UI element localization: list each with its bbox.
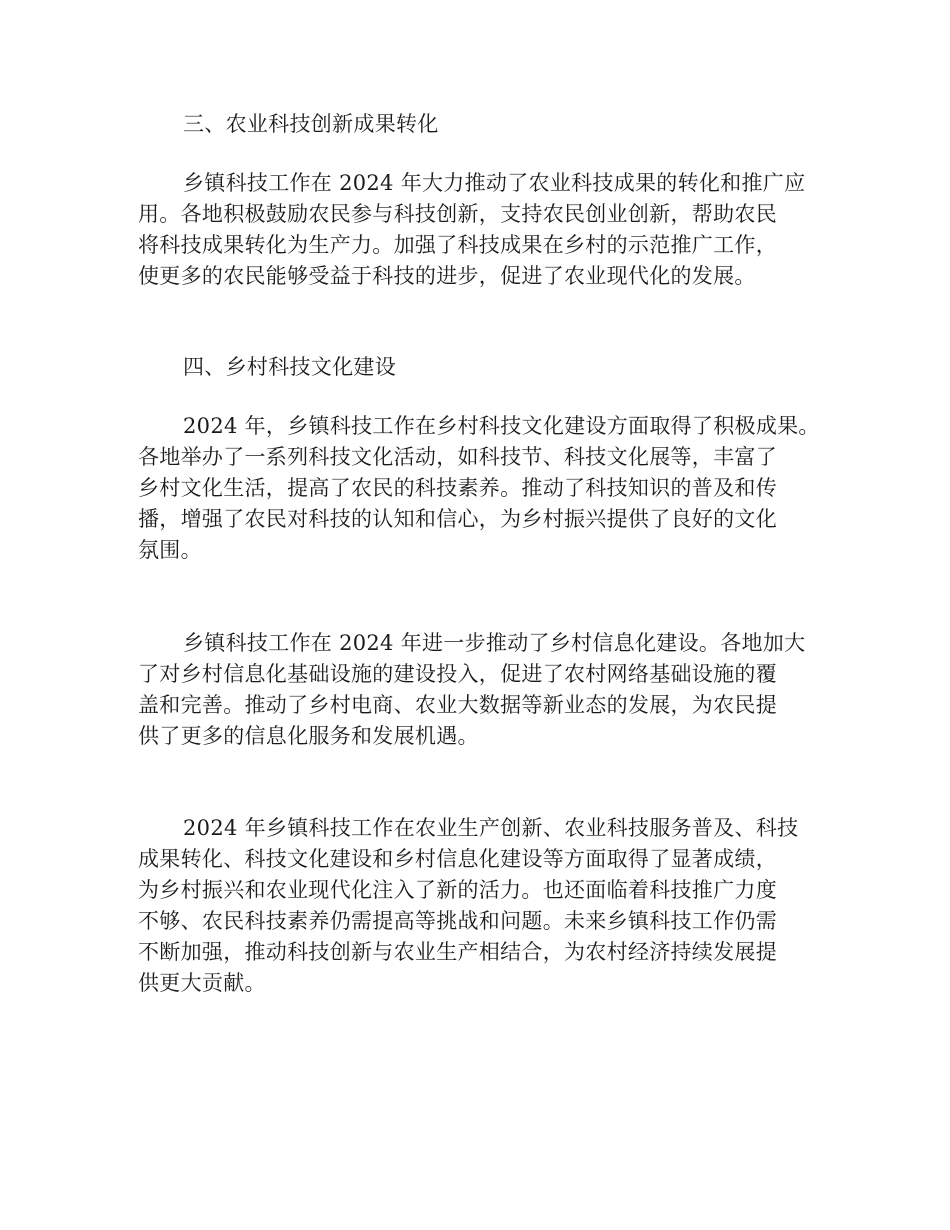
paragraph-line: 使更多的农民能够受益于科技的进步，促进了农业现代化的发展。: [138, 264, 756, 288]
paragraph-line: 乡镇科技工作在 2024 年大力推动了农业科技成果的转化和推广应: [183, 171, 806, 195]
paragraph-line: 不够、农民科技素养仍需提高等挑战和问题。未来乡镇科技工作仍需: [138, 909, 777, 933]
paragraph-line: 盖和完善。推动了乡村电商、农业大数据等新业态的发展，为农民提: [138, 693, 777, 717]
paragraph-line: 2024 年乡镇科技工作在农业生产创新、农业科技服务普及、科技: [183, 816, 799, 840]
paragraph-line: 氛围。: [138, 538, 202, 562]
paragraph-line: 各地举办了一系列科技文化活动，如科技节、科技文化展等，丰富了: [138, 445, 777, 469]
paragraph-tech-culture: [138, 411, 838, 566]
paragraph-line: 了对乡村信息化基础设施的建设投入，促进了农村网络基础设施的覆: [138, 662, 777, 686]
paragraph-line: 不断加强，推动科技创新与农业生产相结合，为农村经济持续发展提: [138, 940, 777, 964]
section-heading-3: [138, 109, 838, 140]
paragraph-line: 2024 年，乡镇科技工作在乡村科技文化建设方面取得了积极成果。: [183, 414, 820, 438]
paragraph-line: 成果转化、科技文化建设和乡村信息化建设等方面取得了显著成绩，: [138, 847, 777, 871]
paragraph-line: 乡村文化生活，提高了农民的科技素养。推动了科技知识的普及和传: [138, 476, 777, 500]
paragraph-informatization: [138, 628, 838, 752]
paragraph-line: 播，增强了农民对科技的认知和信心，为乡村振兴提供了良好的文化: [138, 507, 777, 531]
heading-text: 三、农业科技创新成果转化: [183, 112, 439, 136]
paragraph-summary: [138, 813, 838, 999]
paragraph-line: 用。各地积极鼓励农民参与科技创新，支持农民创业创新，帮助农民: [138, 202, 777, 226]
paragraph-line: 为乡村振兴和农业现代化注入了新的活力。也还面临着科技推广力度: [138, 878, 777, 902]
paragraph-line: 乡镇科技工作在 2024 年进一步推动了乡村信息化建设。各地加大: [183, 631, 806, 655]
heading-text: 四、乡村科技文化建设: [183, 355, 396, 379]
paragraph-line: 供了更多的信息化服务和发展机遇。: [138, 724, 479, 748]
paragraph-tech-transfer: [138, 168, 838, 292]
paragraph-line: 供更大贡献。: [138, 971, 266, 995]
paragraph-line: 将科技成果转化为生产力。加强了科技成果在乡村的示范推广工作，: [138, 233, 777, 257]
section-heading-4: [138, 352, 838, 383]
